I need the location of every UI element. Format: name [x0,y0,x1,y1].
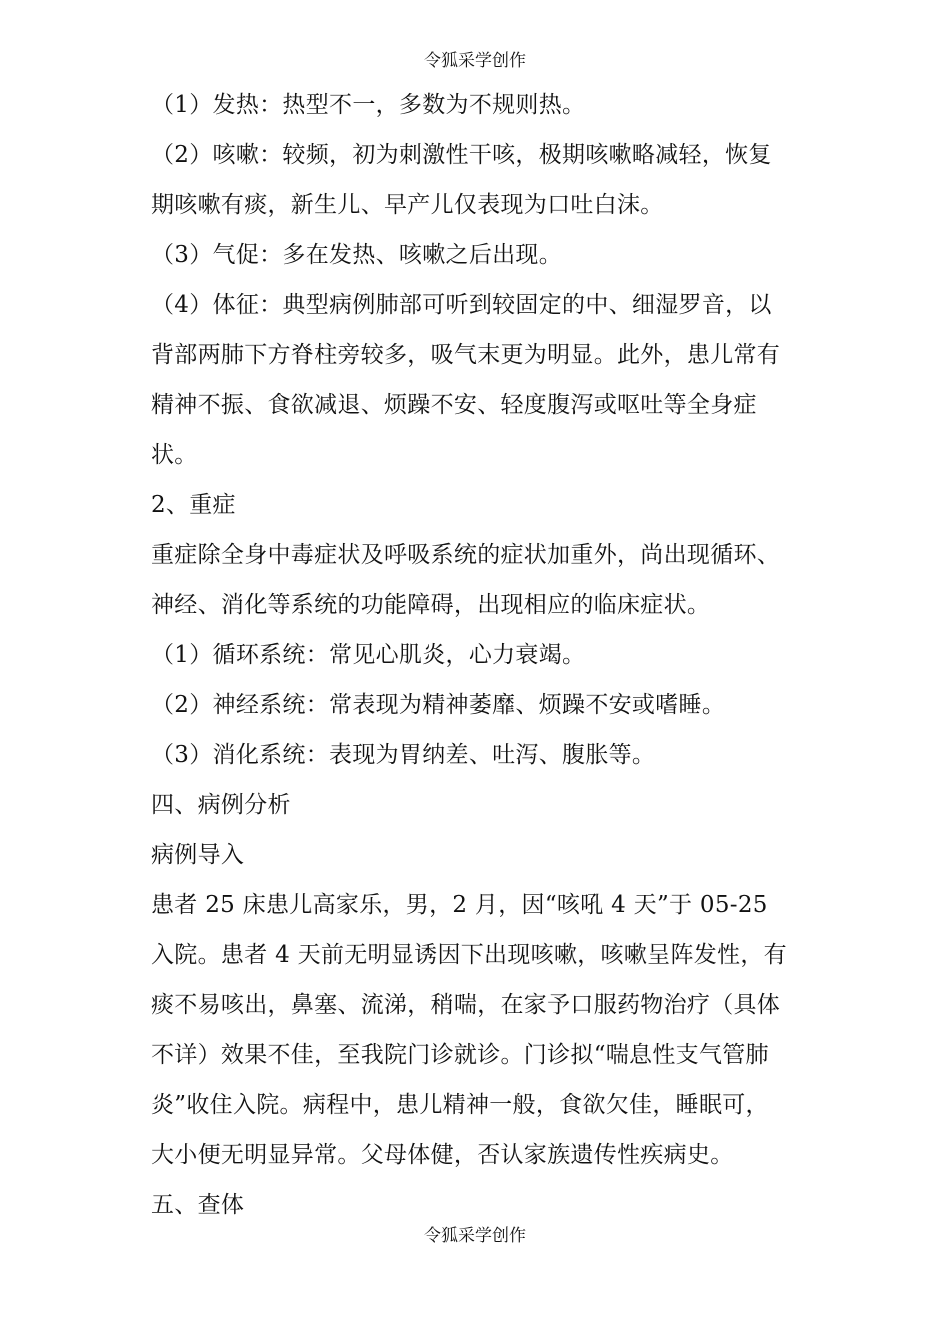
text-line: 精神不振、食欲减退、烦躁不安、轻度腹泻或呕吐等全身症 [151,392,757,418]
text-line: （3）气促：多在发热、咳嗽之后出现。 [151,242,563,268]
text-line: 患者 25 床患儿高家乐，男，2 月，因“咳吼 4 天”于 05-25 [151,892,768,918]
text-line: （4）体征：典型病例肺部可听到较固定的中、细湿罗音，以 [151,292,772,318]
text-line: 神经、消化等系统的功能障碍，出现相应的临床症状。 [151,592,711,618]
page-header: 令狐采学创作 [424,51,526,71]
section-heading: 五、查体 [151,1192,245,1218]
text-line: 痰不易咳出，鼻塞、流涕，稍喘，在家予口服药物治疗（具体 [151,992,781,1018]
section-heading: 2、重症 [151,492,236,518]
text-line: 大小便无明显异常。父母体健，否认家族遗传性疾病史。 [151,1142,734,1168]
section-heading: 四、病例分析 [151,792,291,818]
subsection-heading: 病例导入 [151,842,245,868]
page-footer: 令狐采学创作 [424,1226,526,1246]
text-line: （1）发热：热型不一，多数为不规则热。 [151,92,586,118]
text-line: 状。 [151,442,198,468]
text-line: 重症除全身中毒症状及呼吸系统的症状加重外，尚出现循环、 [151,542,781,568]
text-line: （3）消化系统：表现为胃纳差、吐泻、腹胀等。 [151,742,656,768]
text-line: 入院。患者 4 天前无明显诱因下出现咳嗽，咳嗽呈阵发性，有 [151,942,787,968]
text-line: 背部两肺下方脊柱旁较多，吸气末更为明显。此外，患儿常有 [151,342,781,368]
text-line: （1）循环系统：常见心肌炎，心力衰竭。 [151,642,586,668]
text-line: 期咳嗽有痰，新生儿、早产儿仅表现为口吐白沫。 [151,192,664,218]
text-line: 不详）效果不佳，至我院门诊就诊。门诊拟“喘息性支气管肺 [151,1042,769,1068]
text-line: 炎”收住入院。病程中，患儿精神一般，食欲欠佳，睡眠可， [151,1092,769,1118]
text-line: （2）神经系统：常表现为精神萎靡、烦躁不安或嗜睡。 [151,692,726,718]
text-line: （2）咳嗽：较频，初为刺激性干咳，极期咳嗽略减轻，恢复 [151,142,772,168]
document-body [151,80,811,1230]
